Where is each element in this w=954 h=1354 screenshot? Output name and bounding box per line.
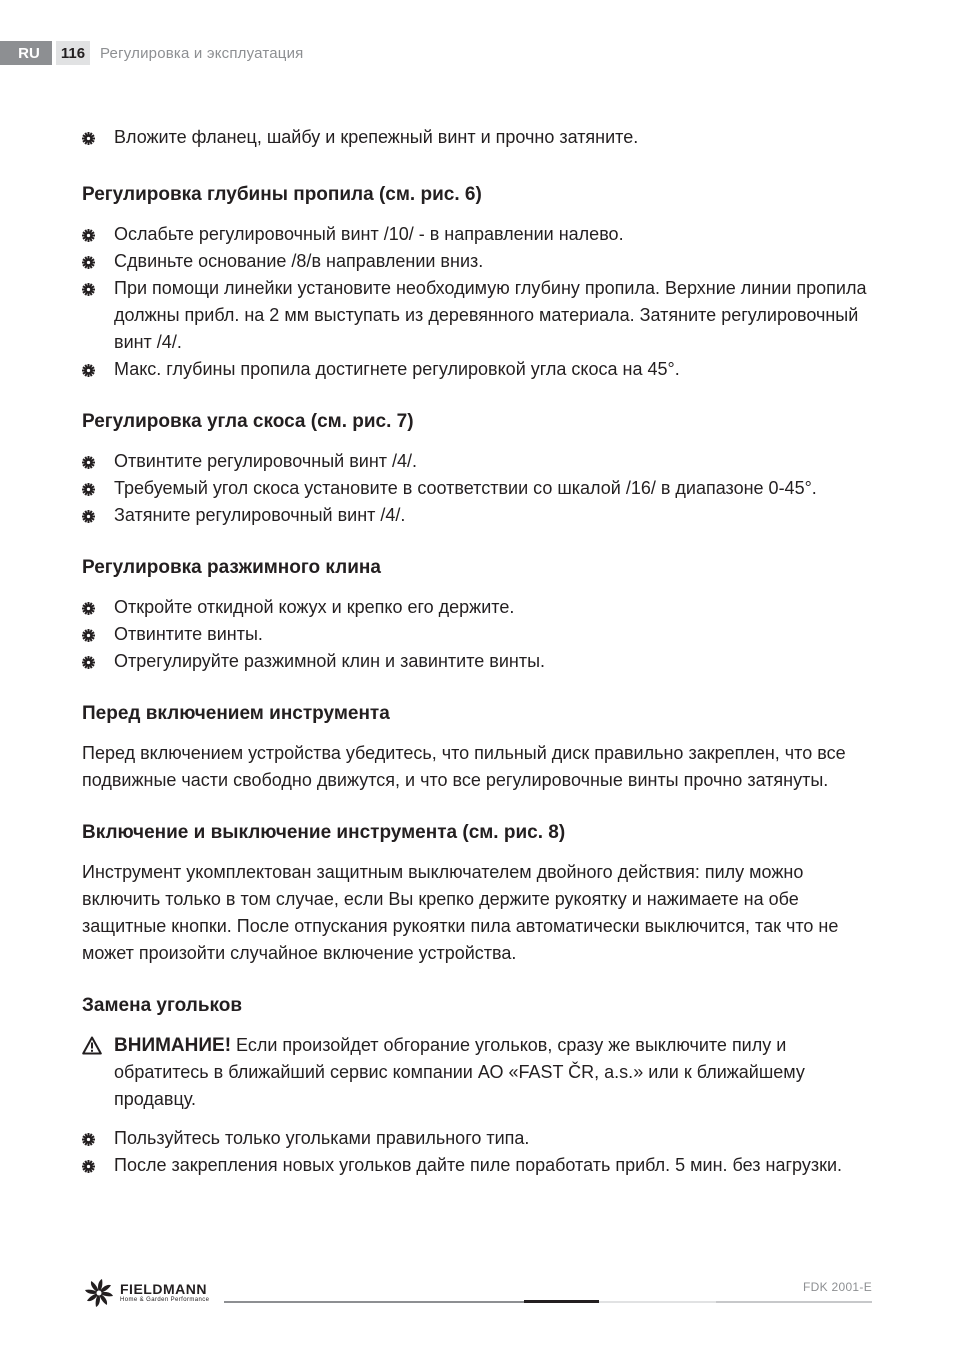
bullet-list [82, 594, 882, 675]
gear-bullet-icon [82, 132, 95, 145]
gear-bullet-icon [82, 483, 95, 496]
warning-block [82, 1032, 882, 1113]
bullet-list [82, 221, 882, 383]
gear-bullet-icon [82, 256, 95, 269]
warning-triangle-icon [82, 1036, 102, 1055]
section-title: Регулировка и эксплуатация [100, 44, 304, 62]
list-item: Ослабьте регулировочный винт /10/ - в направлении налево. [82, 221, 882, 248]
gear-bullet-icon [82, 456, 95, 469]
section-heading: Регулировка угла скоса (см. рис. 7) [82, 411, 414, 432]
language-tab: RU [0, 41, 52, 65]
gear-bullet-icon [82, 364, 95, 377]
list-item: Отвинтите регулировочный винт /4/. [82, 448, 882, 475]
section-heading: Регулировка разжимного клина [82, 557, 381, 578]
list-item: Отрегулируйте разжимной клин и завинтите винты. [82, 648, 882, 675]
model-number: FDK 2001-E [802, 1280, 872, 1294]
warning-text: Если произойдет обгорание угольков, сразу же выключите пилу и обратитесь в ближайший сервис компании АО «FAST ČR, a.s.» или к ближайшему продавцу. [114, 1035, 805, 1109]
gear-bullet-icon [82, 510, 95, 523]
bullet-list [82, 448, 882, 529]
list-item: Пользуйтесь только угольками правильного типа. [82, 1125, 882, 1152]
list-item: Откройте откидной кожух и крепко его держите. [82, 594, 882, 621]
gear-bullet-icon [82, 283, 95, 296]
list-item: После закрепления новых угольков дайте пиле поработать прибл. 5 мин. без нагрузки. [82, 1152, 882, 1179]
section-heading: Включение и выключение инструмента (см. рис. 8) [82, 822, 566, 843]
footer-divider-accent [524, 1300, 599, 1303]
paragraph: Инструмент укомплектован защитным выключателем двойного действия: пилу можно включить только в том случае, если Вы крепко держите рукоятку и нажимаете на обе защитные кнопки. После отпускания рукоятки пила автоматически выключится, так что не может произойти случайное включение устройства. [82, 862, 839, 963]
bullet-list [82, 1125, 882, 1179]
list-item: При помощи линейки установите необходимую глубину пропила. Верхние линии пропила должны прибл. на 2 мм выступать из деревянного материала. Затяните регулировочный винт /4/. [82, 275, 882, 356]
footer-divider [599, 1301, 716, 1303]
list-item: Затяните регулировочный винт /4/. [82, 502, 882, 529]
section-heading: Замена угольков [82, 995, 243, 1016]
section-heading: Регулировка глубины пропила (см. рис. 6) [82, 184, 482, 205]
list-item: Сдвиньте основание /8/в направлении вниз. [82, 248, 882, 275]
paragraph: Перед включением устройства убедитесь, что пильный диск правильно закреплен, что все подвижные части свободно движутся, и что все регулировочные винты прочно затянуты. [82, 743, 846, 790]
footer-divider [716, 1301, 872, 1303]
warning-label: ВНИМАНИЕ! [114, 1035, 232, 1056]
page-number: 116 [56, 41, 90, 65]
gear-bullet-icon [82, 1133, 95, 1146]
gear-bullet-icon [82, 629, 95, 642]
list-item: Макс. глубины пропила достигнете регулировкой угла скоса на 45°. [82, 356, 882, 383]
brand-logo [82, 1278, 209, 1308]
gear-bullet-icon [82, 602, 95, 615]
gear-bullet-icon [82, 1160, 95, 1173]
list-item: Отвинтите винты. [82, 621, 882, 648]
main-content [82, 124, 882, 1179]
list-item: Вложите фланец, шайбу и крепежный винт и прочно затяните. [82, 124, 882, 151]
section-heading: Перед включением инструмента [82, 703, 390, 724]
fan-logo-icon [82, 1278, 116, 1308]
brand-tagline: Home & Garden Performance [120, 1297, 210, 1303]
gear-bullet-icon [82, 229, 95, 242]
list-item: Требуемый угол скоса установите в соответствии со шкалой /16/ в диапазоне 0-45°. [82, 475, 882, 502]
gear-bullet-icon [82, 656, 95, 669]
page-header [0, 41, 304, 65]
footer-divider [224, 1301, 524, 1303]
brand-name: FIELDMANN [120, 1281, 207, 1297]
